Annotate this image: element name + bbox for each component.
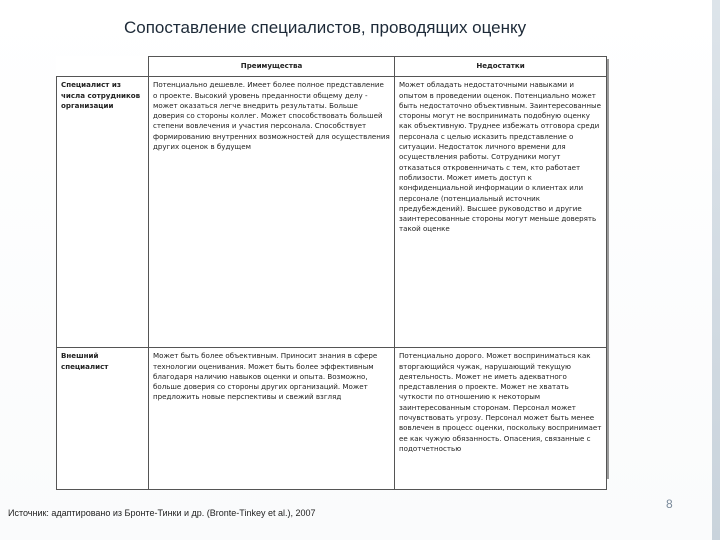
comparison-table (56, 56, 607, 490)
row-label-external: Внешний специалист (57, 348, 149, 490)
cell-disadvantages-internal: Может обладать недостаточными навыками и опытом в проведении оценок. Потенциально может быть недостаточно объективным. Заинтересованные стороны могут не воспринимать подобную оценку как объективную. Труднее избежать отговора среди персонала с целью исказить представление о ситуации. Недостаток личного времени для осуществления работы. Сотрудники могут отказаться откровенничать с тем, кто работает поблизости. Может иметь доступ к конфиденциальной информации о клиентах или персонале (потенциальный источник предубеждений). Высшее руководство и другие заинтересованные стороны могут меньше доверять такой оценке (395, 77, 607, 348)
header-advantages: Преимущества (149, 57, 395, 77)
slide-title: Сопоставление специалистов, проводящих оценку (124, 18, 527, 37)
table-row (57, 348, 607, 490)
page-number: 8 (666, 497, 673, 511)
cell-advantages-internal: Потенциально дешевле. Имеет более полное представление о проекте. Высокий уровень преданности общему делу - может оказаться легче внедрить результаты. Больше доверия со стороны коллег. Может способствовать большей степени вовлечения и участия персонала. Способствует формированию внутренних возможностей для осуществления других оценок в будущем (149, 77, 395, 348)
source-citation: Источник: адаптировано из Бронте-Тинки и др. (Bronte-Tinkey et al.), 2007 (8, 508, 316, 518)
table-corner-cell (57, 57, 149, 77)
cell-disadvantages-external: Потенциально дорого. Может восприниматься как вторгающийся чужак, нарушающий текущую деятельность. Может не иметь адекватного представления о проекте. Может не хватать чуткости по отношению к некоторым заинтересованным сторонам. Персонал может почувствовать угрозу. Персонал может быть менее вовлечен в процесс оценки, поскольку воспринимает ее как чужую обязанность. Опасения, связанные с подотчетностью (395, 348, 607, 490)
decorative-side-bar (712, 0, 720, 540)
table-header-row (57, 57, 607, 77)
row-label-internal: Специалист из числа сотрудников организации (57, 77, 149, 348)
table-row (57, 77, 607, 348)
comparison-table-container (56, 56, 606, 476)
cell-advantages-external: Может быть более объективным. Приносит знания в сфере технологии оценивания. Может быть более эффективным благодаря наличию навыков оценки и опыта. Возможно, больше доверия со стороны других организаций. Может предложить новые перспективы и свежий взгляд (149, 348, 395, 490)
header-disadvantages: Недостатки (395, 57, 607, 77)
